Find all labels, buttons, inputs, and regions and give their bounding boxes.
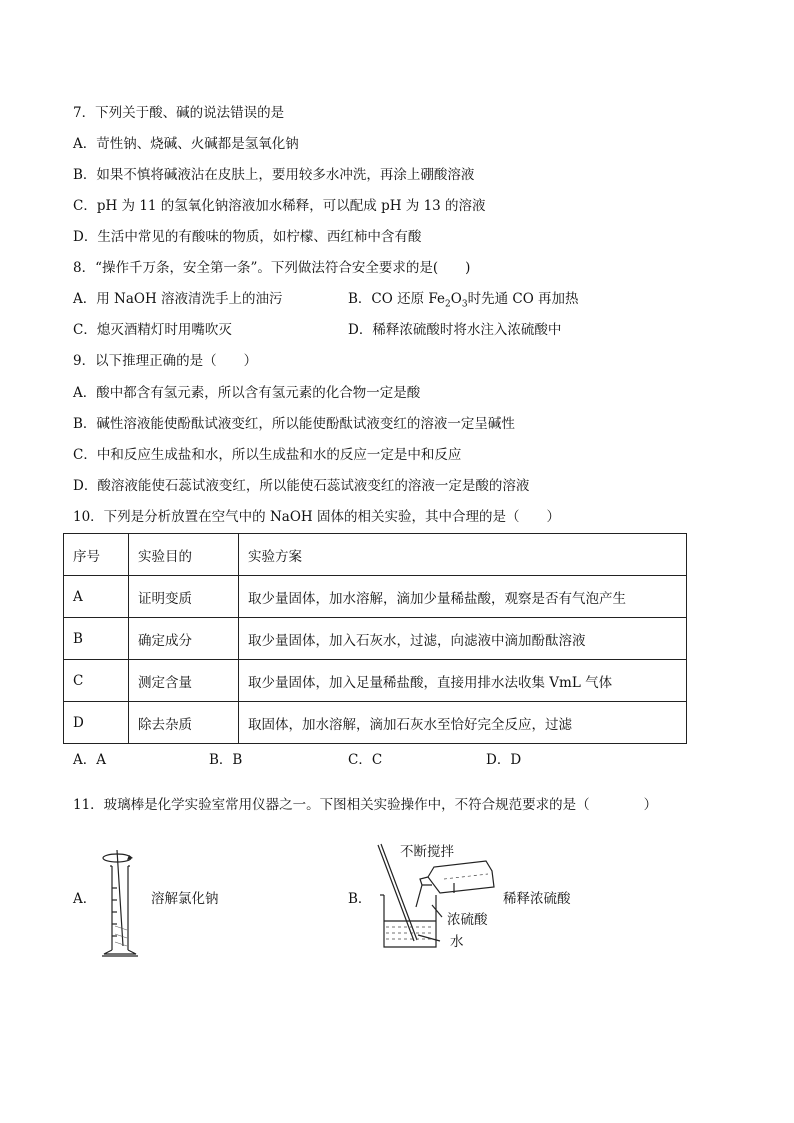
table-row xyxy=(64,660,687,702)
q10-option-a: A．A xyxy=(73,752,106,768)
table-row xyxy=(64,576,687,618)
q11-option-b-stir-label: 不断搅拌 xyxy=(400,844,454,860)
q8-stem: 8．“操作千万条，安全第一条”。下列做法符合安全要求的是( ) xyxy=(73,260,471,276)
q10-option-d: D．D xyxy=(486,752,522,768)
table-header-cell: 实验目的 xyxy=(129,534,239,576)
q11-option-b-acid-label: 稀释浓硫酸 xyxy=(503,891,571,907)
q9-option-b: B．碱性溶液能使酚酞试液变红，所以能使酚酞试液变红的溶液一定呈碱性 xyxy=(73,416,515,432)
table-cell: 取少量固体，加水溶解，滴加少量稀盐酸，观察是否有气泡产生 xyxy=(239,576,687,618)
table-cell: A xyxy=(64,576,129,618)
graduated-cylinder-stirring-icon xyxy=(95,838,145,960)
table-cell: 取少量固体，加入石灰水，过滤，向滤液中滴加酚酞溶液 xyxy=(239,618,687,660)
q7-option-b: B．如果不慎将碱液沾在皮肤上，要用较多水冲洗，再涂上硼酸溶液 xyxy=(73,167,475,183)
table-cell: 测定含量 xyxy=(129,660,239,702)
q10-option-c: C．C xyxy=(348,752,383,768)
table-cell: 证明变质 xyxy=(129,576,239,618)
q7-option-a: A．苛性钠、烧碱、火碱都是氢氧化钠 xyxy=(73,136,299,152)
table-row xyxy=(64,618,687,660)
table-header-cell: 序号 xyxy=(64,534,129,576)
q7-option-c: C．pH 为 11 的氢氧化钠溶液加水稀释，可以配成 pH 为 13 的溶液 xyxy=(73,198,486,214)
q9-option-a: A．酸中都含有氢元素，所以含有氢元素的化合物一定是酸 xyxy=(73,385,421,401)
q8-option-b: B．CO 还原 $Fe_2O_3$时先通 CO 再加热 xyxy=(348,291,579,310)
q7-option-d: D．生活中常见的有酸味的物质，如柠檬、西红柿中含有酸 xyxy=(73,229,422,245)
table-cell: 除去杂质 xyxy=(129,702,239,744)
table-cell: B xyxy=(64,618,129,660)
table-header-cell: 实验方案 xyxy=(239,534,687,576)
q9-stem: 9．以下推理正确的是（ ） xyxy=(73,353,258,369)
q11-option-b-conc-label: 浓硫酸 xyxy=(447,912,488,928)
table-cell: D xyxy=(64,702,129,744)
q10-table xyxy=(63,533,687,744)
table-cell: 确定成分 xyxy=(129,618,239,660)
q11-option-b-water-label: 水 xyxy=(450,934,464,950)
q8-option-c: C．熄灭酒精灯时用嘴吹灭 xyxy=(73,322,232,338)
table-cell: C xyxy=(64,660,129,702)
table-row xyxy=(64,702,687,744)
q11-option-b-letter: B． xyxy=(348,891,372,907)
q7-stem: 7．下列关于酸、碱的说法错误的是 xyxy=(73,105,285,121)
q8-option-d: D．稀释浓硫酸时将水注入浓硫酸中 xyxy=(348,322,562,338)
q11-stem: 11．玻璃棒是化学实验室常用仪器之一。下图相关实验操作中，不符合规范要求的是（ ） xyxy=(73,797,658,813)
q8-option-a: A．用 NaOH 溶液清洗手上的油污 xyxy=(73,291,283,307)
q11-option-a-letter: A． xyxy=(73,891,97,907)
q10-stem: 10．下列是分析放置在空气中的 NaOH 固体的相关实验，其中合理的是（ ） xyxy=(73,509,560,525)
q9-option-d: D．酸溶液能使石蕊试液变红，所以能使石蕊试液变红的溶液一定是酸的溶液 xyxy=(73,478,530,494)
q11-option-a-label: 溶解氯化钠 xyxy=(151,891,219,907)
table-cell: 取固体，加水溶解，滴加石灰水至恰好完全反应，过滤 xyxy=(239,702,687,744)
q10-option-b: B．B xyxy=(209,752,243,768)
q9-option-c: C．中和反应生成盐和水，所以生成盐和水的反应一定是中和反应 xyxy=(73,447,462,463)
table-header-row xyxy=(64,534,687,576)
table-cell: 取少量固体，加入足量稀盐酸，直接用排水法收集 VmL 气体 xyxy=(239,660,687,702)
